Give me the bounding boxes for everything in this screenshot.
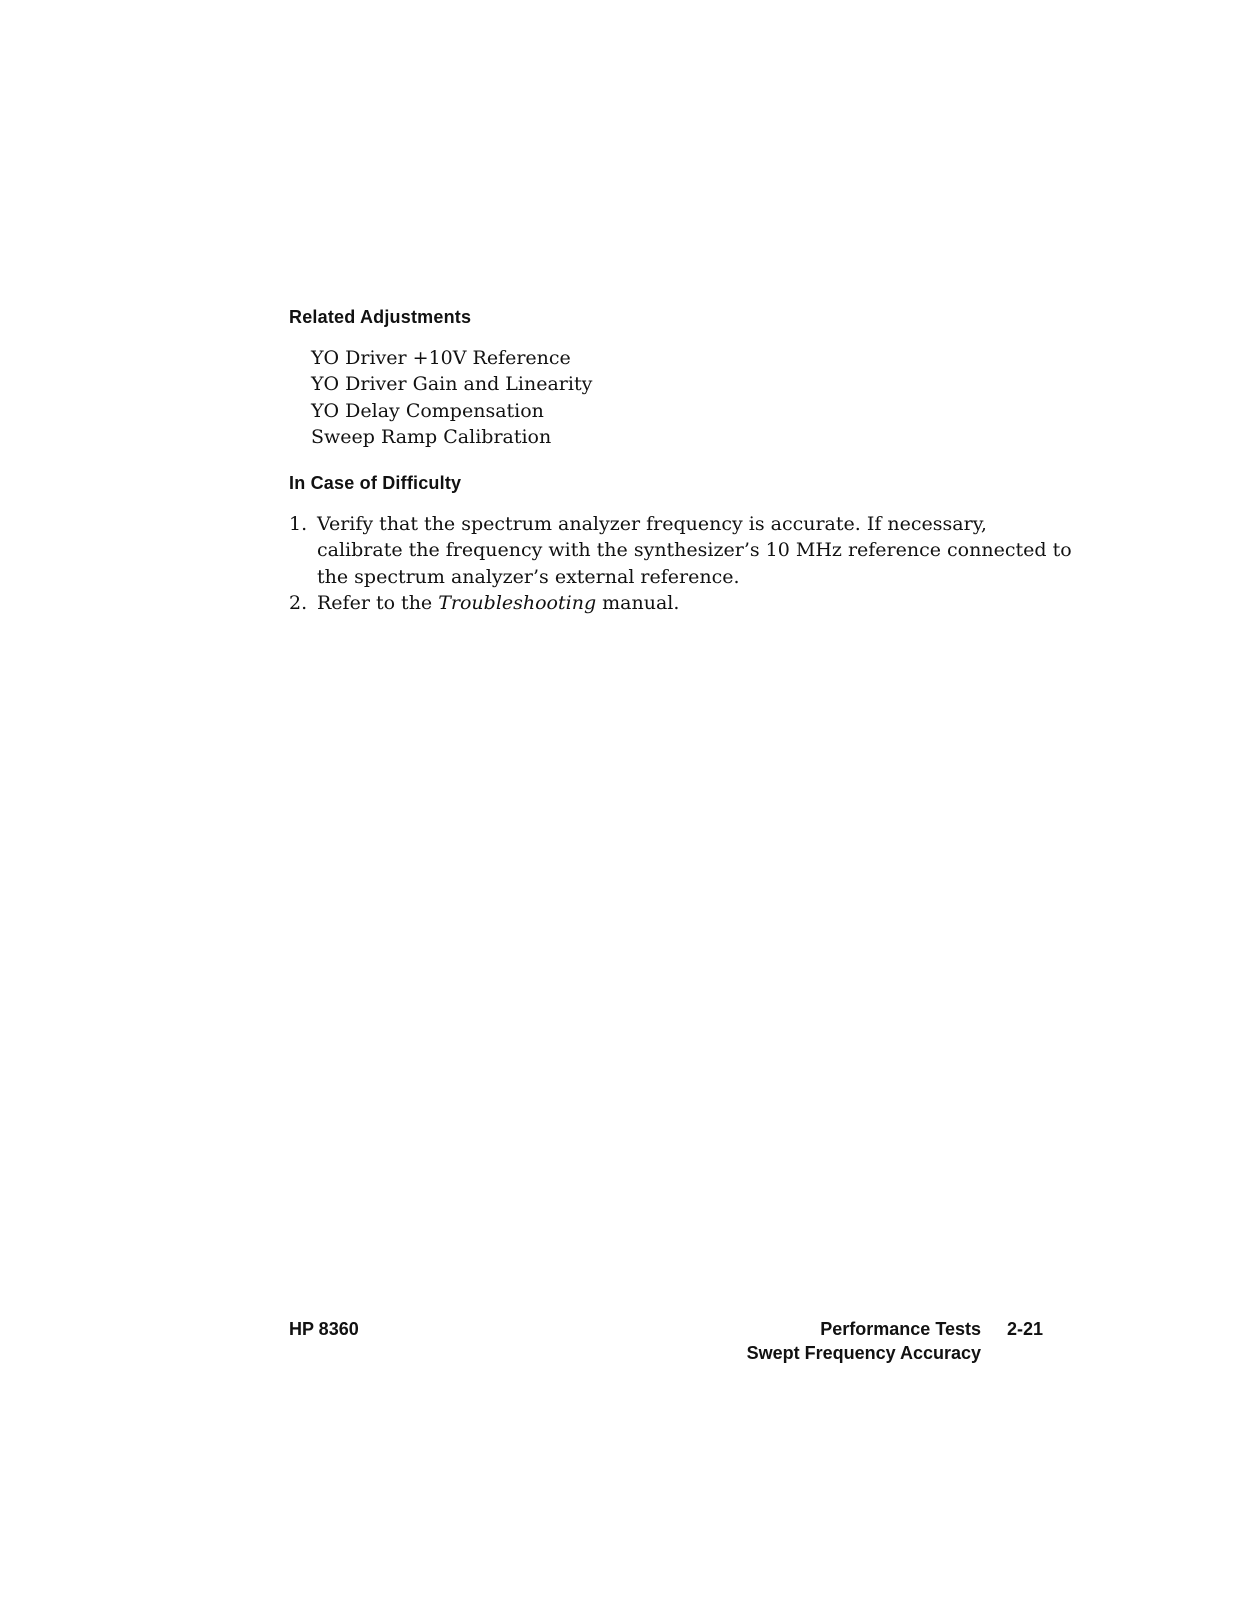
- related-adjustments-heading: Related Adjustments: [289, 307, 472, 327]
- step-text: manual.: [596, 591, 680, 614]
- step-item: [289, 590, 1059, 616]
- difficulty-steps: [289, 511, 1072, 616]
- step-text-line: the spectrum analyzer’s external reference.: [317, 565, 740, 588]
- list-item: Sweep Ramp Calibration: [311, 425, 552, 448]
- difficulty-heading: In Case of Difficulty: [289, 473, 462, 493]
- step-text-line: Verify that the spectrum analyzer frequency is accurate. If necessary,: [317, 513, 987, 535]
- footer-section: Swept Frequency Accuracy: [746, 1343, 981, 1363]
- step-number: 1.: [289, 513, 308, 535]
- list-item: YO Delay Compensation: [311, 399, 544, 422]
- step-number: 2.: [289, 591, 308, 614]
- step-text-line: [317, 590, 1059, 616]
- step-text-line: calibrate the frequency with the synthesizer’s 10 MHz reference connected to: [317, 539, 1072, 562]
- list-item: YO Driver +10V Reference: [311, 347, 571, 369]
- manual-title: Troubleshooting: [438, 591, 597, 614]
- list-item: YO Driver Gain and Linearity: [311, 373, 593, 396]
- step-text: Refer to the: [317, 591, 439, 614]
- footer-model: HP 8360: [289, 1319, 359, 1339]
- footer-chapter: Performance Tests: [820, 1319, 981, 1339]
- step-item: [289, 511, 1072, 590]
- related-adjustments-list: [311, 345, 592, 450]
- footer-page-number: 2-21: [1006, 1319, 1043, 1339]
